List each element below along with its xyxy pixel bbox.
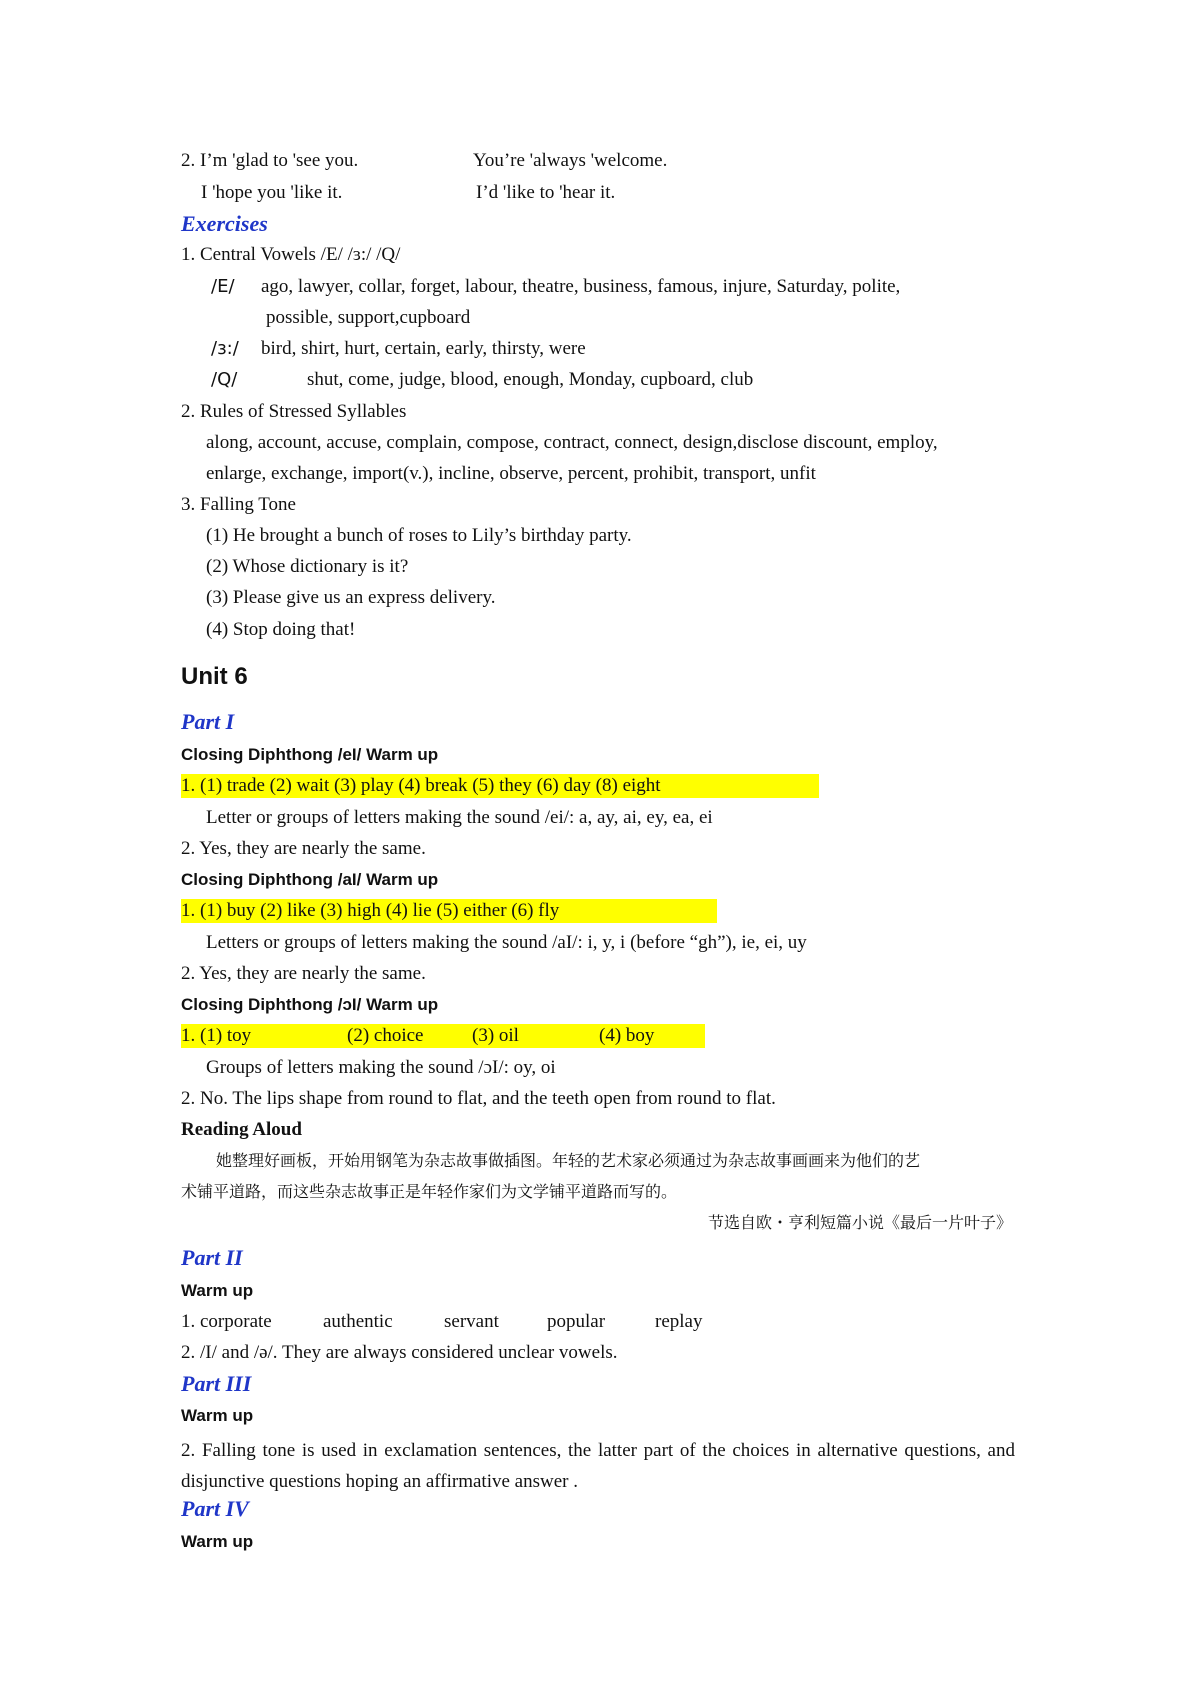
reading-line-1: 她整理好画板，开始用钢笔为杂志故事做插图。年轻的艺术家必须通过为杂志故事画画来为他们的艺 [216,1151,921,1170]
stressed-line-2: enlarge, exchange, import(v.), incline, observe, percent, prohibit, transport, unfit [206,463,816,484]
ei-answers: 1. (1) trade (2) wait (3) play (4) break (5) they (6) day (8) eight [181,774,819,798]
oi-answer-1: 1. (1) toy [181,1025,252,1046]
stressed-line-1: along, account, accuse, complain, compose, contract, connect, design,disclose discount, employ, [206,432,938,453]
word-corporate: 1. corporate [181,1311,272,1332]
phoneme-er: /ɜ:/ [211,338,239,359]
falling-sentence-2: (2) Whose dictionary is it? [206,556,409,577]
part2-q2: 2. /I/ and /ə/. They are always considered unclear vowels. [181,1342,618,1363]
part2-word-row [181,1310,741,1334]
falling-sentence-3: (3) Please give us an express delivery. [206,587,496,608]
central-vowels-row-e [211,275,900,299]
reading-source: 节选自欧・亨利短篇小说《最后一片叶子》 [707,1213,1012,1232]
words-q: shut, come, judge, blood, enough, Monday, cupboard, club [307,369,754,390]
words-e-1: ago, lawyer, collar, forget, labour, theatre, business, famous, injure, Saturday, polite, [261,276,901,297]
part3-warm-up: Warm up [181,1406,254,1425]
falling-tone-title: 3. Falling Tone [181,494,296,515]
reading-line-2: 术铺平道路，而这些杂志故事正是年轻作家们为文学铺平道路而写的。 [181,1182,678,1201]
oi-answer-3: (3) oil [472,1025,519,1046]
central-vowels-title: 1. Central Vowels /E/ /ɜ:/ /Q/ [181,244,401,265]
central-vowels-row-q [211,368,753,392]
ai-letters: Letters or groups of letters making the sound /aI/: i, y, i (before “gh”), ie, ei, uy [206,932,807,953]
oi-answer-2: (2) choice [347,1025,424,1046]
part3-heading: Part III [181,1371,252,1396]
central-vowels-row-er [211,337,586,361]
ai-answers: 1. (1) buy (2) like (3) high (4) lie (5) either (6) fly [181,899,717,923]
word-replay: replay [655,1311,703,1332]
oi-q2: 2. No. The lips shape from round to flat, and the teeth open from round to flat. [181,1088,776,1109]
word-popular: popular [547,1311,606,1332]
oi-answers-row [181,1024,705,1055]
oi-answer-4: (4) boy [599,1025,655,1046]
intro-line-2-left: I 'hope you 'like it. [201,182,343,203]
oi-letters: Groups of letters making the sound /ɔI/: oy, oi [206,1057,556,1078]
ei-heading: Closing Diphthong /eI/ Warm up [181,745,439,764]
phoneme-e: /E/ [211,276,235,297]
ai-heading: Closing Diphthong /aI/ Warm up [181,870,439,889]
stressed-title: 2. Rules of Stressed Syllables [181,401,407,422]
word-authentic: authentic [323,1311,393,1332]
intro-line-1-right: You’re 'always 'welcome. [473,150,668,171]
phoneme-q: /Q/ [211,369,238,390]
part2-heading: Part II [181,1245,243,1270]
word-servant: servant [444,1311,499,1332]
falling-sentence-1: (1) He brought a bunch of roses to Lily’s birthday party. [206,525,632,546]
oi-heading: Closing Diphthong /ɔI/ Warm up [181,995,439,1014]
part4-warm-up: Warm up [181,1532,254,1551]
part2-warm-up: Warm up [181,1281,254,1300]
oi-answers [181,1024,705,1048]
words-e-2: possible, support,cupboard [266,307,471,328]
part3-q2: 2. Falling tone is used in exclamation sentences, the latter part of the choices in alternative questions, and disjunctive questions hoping an affirmative answer . [181,1440,1015,1492]
ei-answers-row [181,774,819,798]
falling-sentence-4: (4) Stop doing that! [206,619,356,640]
part4-heading: Part IV [181,1496,249,1521]
intro-line-1-left: 2. I’m 'glad to 'see you. [181,150,359,171]
ei-letters: Letter or groups of letters making the sound /ei/: a, ay, ai, ey, ea, ei [206,807,713,828]
ai-q2: 2. Yes, they are nearly the same. [181,963,426,984]
part1-heading: Part I [181,709,235,734]
words-er: bird, shirt, hurt, certain, early, thirsty, were [261,338,586,359]
reading-heading: Reading Aloud [181,1119,302,1140]
exercises-heading: Exercises [181,211,268,236]
ai-answers-row [181,899,717,923]
ei-q2: 2. Yes, they are nearly the same. [181,838,426,859]
unit-title: Unit 6 [181,663,248,690]
intro-line-2-right: I’d 'like to 'hear it. [476,182,616,203]
